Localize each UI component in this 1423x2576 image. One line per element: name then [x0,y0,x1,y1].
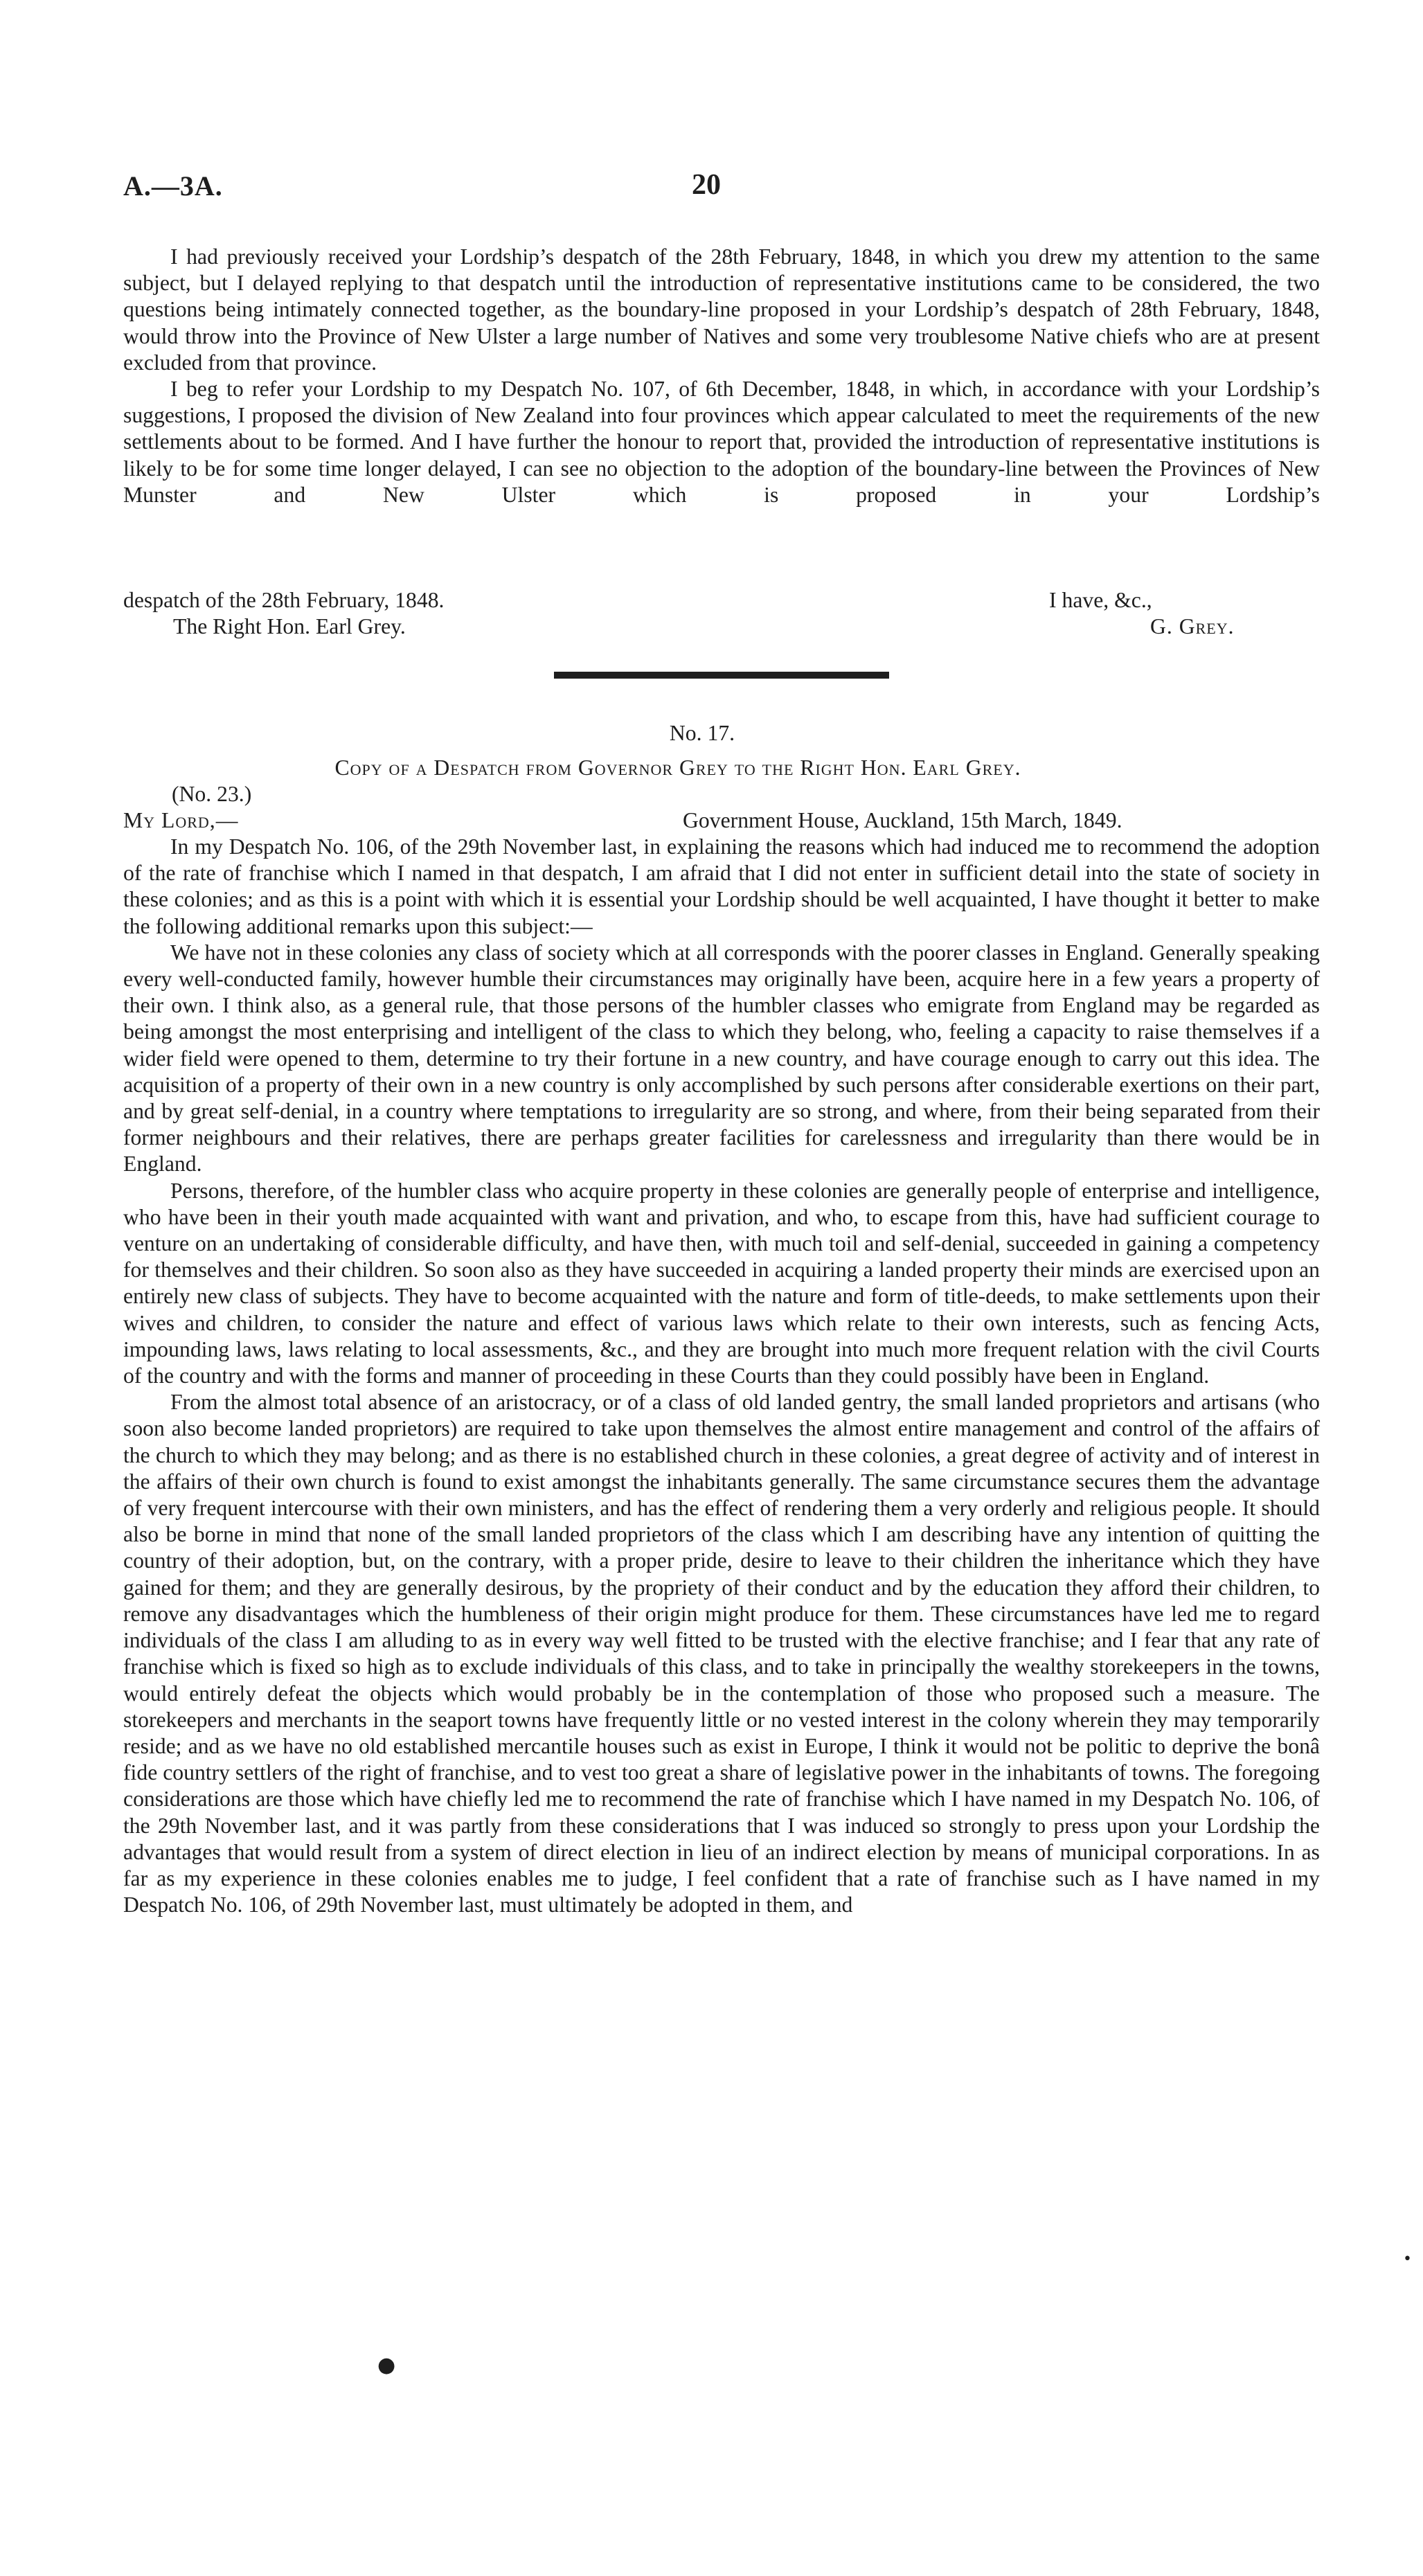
paragraph: In my Despatch No. 106, of the 29th November last, in explaining the reasons which had induced me to recommend the adoption of the rate of franchise which I named in that despatch, I am afraid that I did not enter in sufficient detail into the state of society in these colonies; and as this is a point with which it is essential your Lordship should be well acquainted, I have thought it better to make the following additional remarks upon this subject:— [123,834,1320,938]
dateline: Government House, Auckland, 15th March, 1849. [683,808,1122,832]
paragraph-last-line: despatch of the 28th February, 1848. [123,588,445,612]
letter-body [123,244,1320,508]
document-number: No. 17. [669,721,735,745]
letter-closing [123,587,1320,640]
paragraph: I beg to refer your Lordship to my Despatch No. 107, of 6th December, 1848, in which, in accordance with your Lordship’s suggestions, I proposed the division of New Zealand into four provinces which appear calculated to meet the requirements of the new settlements about to be formed. And I have further the honour to report that, provided the introduction of representative institutions is likely to be for some time longer delayed, I can see no objection to the adoption of the boundary-line between the Provinces of New Munster and New Ulster which is proposed in your Lordship’s [123,377,1320,507]
page-number: 20 [692,169,721,201]
margin-mark: • [1403,2251,1412,2268]
section-divider [554,672,889,679]
page-dot-mark: ● [377,2353,396,2377]
signature: G. Grey. [1150,614,1235,639]
addressee: The Right Hon. Earl Grey. [173,614,406,639]
paragraph: From the almost total absence of an aristocracy, or of a class of old landed gentry, the small landed proprietors and artisans (who soon also become landed proprietors) are required to take upon themselves the almost entire management and control of the affairs of the church to which they may belong; and as there is no established church in these colonies, a great degree of activity and of interest in the affairs of their own church is found to exist amongst the inhabitants generally. The same circumstance secures them the advantage of very frequent intercourse with their own ministers, and has the effect of rendering them a very orderly and religious people. It should also be borne in mind that none of the small landed proprietors of the class which I am describing have any intention of quitting the country of their adoption, but, on the contrary, with a proper pride, desire to leave to their children the inheritance which they have gained for them; and they are generally desirous, by the propriety of their conduct and by the education they afford their children, to remove any disadvantages which the humbleness of their origin might produce for them. These circumstances have led me to regard individuals of the class I am alluding to as in every way well fitted to be trusted with the elective franchise; and I fear that any rate of franchise which is fixed so high as to exclude individuals of this class, and to take in principally the wealthy storekeepers in the towns, would entirely defeat the objects which would probably be in the contemplation of those who proposed such a measure. The storekeepers and merchants in the seaport towns have frequently little or no vested interest in the colony wherein they may temporarily reside; and as we have no old established mercantile houses such as exist in Europe, I think it would not be politic to deprive the bonâ fide country settlers of the right of franchise, and to vest too great a share of legislative power in the inhabitants of towns. The foregoing considerations are those which have chiefly led me to recommend the rate of franchise which I have named in my Despatch No. 106, of the 29th November last, and it was partly from these considerations that I was induced so strongly to press upon your Lordship the advantages that would result from a system of direct election in lieu of an indirect election by means of municipal corporations. In as far as my experience in these colonies enables me to judge, I feel confident that a rate of franchise such as I have named in my Despatch No. 106, of 29th November last, must ultimately be adopted in them, and [123,1390,1320,1917]
closing-phrase: I have, &c., [1049,588,1152,612]
page-header [123,170,1300,211]
document-reference: A.—3A. [123,170,223,202]
paragraph: Persons, therefore, of the humbler class who acquire property in these colonies are generally people of enterprise and intelligence, who have been in their youth made acquainted with want and privation, and who, to escape from this, have had sufficient courage to venture on an undertaking of considerable difficulty, and have then, with much toil and self-denial, succeeded in gaining a competency for themselves and their children. So soon also as they have succeeded in acquiring a landed property their minds are exercised upon an entirely new class of subjects. They have to become acquainted with the nature and form of title-deeds, to make settlements upon their wives and children, to consider the nature and effect of various laws which relate to their own interests, such as fencing Acts, impounding laws, laws relating to local assessments, &c., and they are brought into much more frequent relation with the civil Courts of the country and with the forms and manner of proceeding in these Courts than they could possibly have been in England. [123,1178,1320,1388]
document-title: Copy of a Despatch from Governor Grey to the Right Hon. Earl Grey. [334,755,1021,780]
despatch-body [123,834,1320,1918]
despatch-number: (No. 23.) [172,782,252,806]
paragraph: We have not in these colonies any class of society which at all corresponds with the poorer classes in England. Generally speaking every well-conducted family, however humble their circumstances may originally have been, acquire here in a few years a property of their own. I think also, as a general rule, that those persons of the humbler classes who emigrate from England may be regarded as being amongst the most enterprising and intelligent of the class to which they belong, who, feeling a capacity to raise themselves if a wider field were opened to them, determine to try their fortune in a new country, and have courage enough to carry out this idea. The acquisition of a property of their own in a new country is only accomplished by such persons after considerable exertions on their part, and by great self-denial, in a country where temptations to irregularity are so strong, and where, from their being separated from their former neighbours and their relatives, there are perhaps greater facilities for carelessness and irregularity than there would be in England. [123,940,1320,1177]
paragraph: I had previously received your Lordship’s despatch of the 28th February, 1848, in which you drew my attention to the same subject, but I delayed replying to that despatch until the introduction of representative institutions came to be considered, the two questions being intimately connected together, as the boundary-line proposed in your Lordship’s despatch of 28th February, 1848, would throw into the Province of New Ulster a large number of Natives and some very troublesome Native chiefs who are at present excluded from that province. [123,244,1320,375]
salutation: My Lord,— [123,808,239,832]
